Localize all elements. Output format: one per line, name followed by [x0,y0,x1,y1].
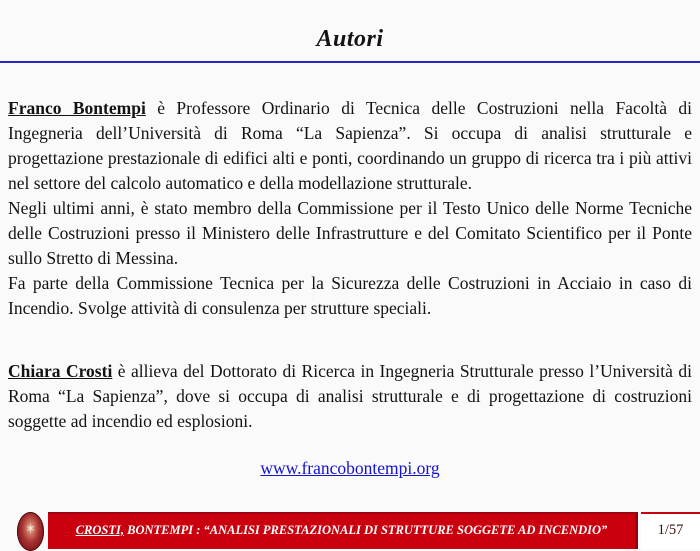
chiara-text: è allieva del Dottorato di Ricerca in Ingegneria Strutturale presso l’Università di Roma “La Sapienza”, dove si occupa di analisi strutturale e di progettazione di costruzioni soggette ad incendio ed esplosioni. [8,361,692,431]
paragraph-chiara [8,359,692,434]
paragraph-franco-2: Negli ultimi anni, è stato membro della Commissione per il Testo Unico delle Norme Tecniche delle Costruzioni presso il Ministero delle Infrastrutture e del Comitato Scientifico per il Ponte sullo Stretto di Messina. [8,198,692,268]
franco-text-1: è Professore Ordinario di Tecnica delle Costruzioni nella Facoltà di Ingegneria dell’Università di Roma “La Sapienza”. Si occupa di analisi strutturale e progettazione prestazionale di edifici alti e ponti, coordinando un gruppo di ricerca tra i più attivi nel settore del calcolo automatico e della modellazione strutturale. [8,98,692,193]
footer-caption-rest: BONTEMPI : “ANALISI PRESTAZIONALI DI STRUTTURE SOGGETE AD INCENDIO” [123,523,608,537]
sapienza-crest-icon [17,512,44,551]
page-title: Autori [316,26,384,52]
footer-author-crosti: CROSTI, [75,523,124,537]
footer-caption-bar [48,512,638,549]
page-number-box [641,512,700,549]
paragraph-franco-3: Fa parte della Commissione Tecnica per la Sicurezza delle Costruzioni in Acciaio in caso di Incendio. Svolge attività di consulenza per strutture speciali. [8,273,692,318]
body-text [8,96,692,434]
website-link[interactable]: www.francobontempi.org [260,458,440,478]
author-name-chiara: Chiara Crosti [8,361,113,381]
footer [0,500,700,549]
page-number: 1/57 [657,522,684,538]
paragraph-franco-1 [8,96,692,196]
title-divider [0,61,700,63]
link-row [0,458,700,479]
author-name-franco: Franco Bontempi [8,98,146,118]
